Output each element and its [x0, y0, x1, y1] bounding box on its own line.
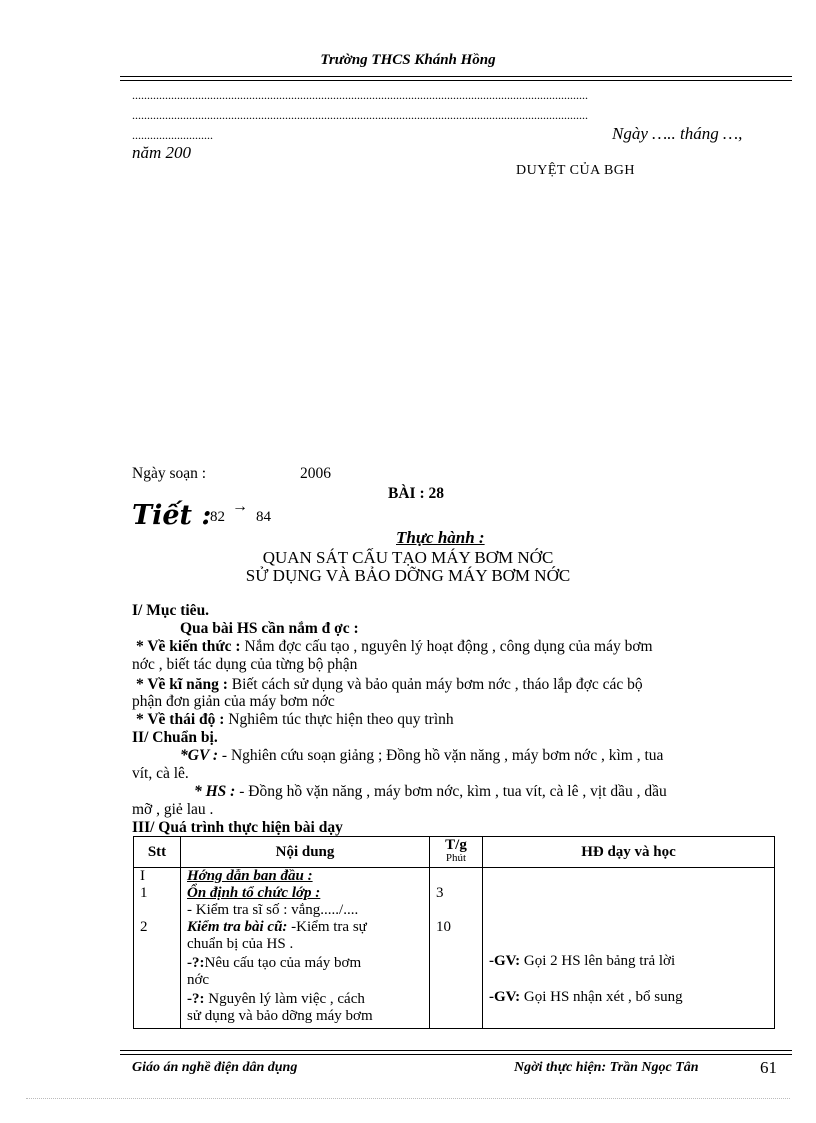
gv-line-2: vít, cà lê.: [132, 765, 189, 782]
attitude-text: Nghiêm túc thực hiện theo quy trình: [224, 711, 454, 728]
hs-line-1: [194, 783, 667, 801]
approval-heading: DUYỆT CỦA BGH: [516, 163, 636, 178]
question-1-line-2: nớc: [187, 972, 210, 988]
activity-text: Gọi 2 HS lên bảng trả lời: [520, 953, 676, 969]
col-stt: Stt: [134, 837, 181, 868]
stt-line: [140, 902, 174, 919]
item-2-label: Kiểm tra bài cũ:: [187, 919, 288, 935]
hs-label: * HS :: [194, 783, 236, 800]
gv-text: - Nghiên cứu soạn giảng ; Đồng hồ vặn năng , máy bơm nớc , kìm , tua: [218, 747, 664, 764]
item-1-title: Ổn định tổ chức lớp :: [187, 885, 321, 901]
content-cell: [181, 868, 430, 1029]
objectives-intro: Qua bài HS cần nắm đ ợc :: [180, 620, 359, 637]
page-bottom-edge: [26, 1098, 790, 1099]
stt-line: I: [140, 868, 145, 884]
item-2-line: [187, 919, 423, 936]
stt-cell: [134, 868, 181, 1029]
col-time-bottom: Phút: [445, 852, 467, 864]
period-to: 84: [256, 509, 271, 525]
school-header: Trường THCS Khánh Hồng: [320, 52, 496, 68]
activity-label: -GV:: [489, 953, 521, 969]
lesson-plan-table: [133, 836, 775, 1029]
page-number: 61: [760, 1058, 777, 1077]
time-value: 3: [436, 885, 444, 901]
period-from: 82: [210, 509, 225, 525]
gv-label: *GV :: [180, 747, 219, 764]
col-activity: HĐ dạy và học: [483, 837, 775, 868]
item-1-detail: - Kiểm tra sĩ số : vắng...../....: [187, 902, 359, 918]
item-2-text: -Kiểm tra sự: [287, 919, 367, 935]
footer-divider: [120, 1050, 792, 1055]
question-2-label: -?:: [187, 991, 205, 1007]
header-divider: [120, 76, 792, 81]
skill-label: * Về kĩ năng :: [136, 676, 228, 693]
year-text: năm 200: [132, 143, 192, 162]
question-2-text: Nguyên lý làm việc , cách: [204, 991, 365, 1007]
skill-text: Biết cách sử dụng và bảo quản máy bơm nớc , tháo lắp đợc các bộ: [227, 676, 643, 693]
table-header-row: [134, 837, 775, 868]
lesson-type: Thực hành :: [396, 528, 485, 547]
section-title: Hớng dẫn ban đầu :: [187, 868, 313, 884]
period-arrow: →: [232, 498, 248, 515]
question-2-line: [187, 991, 423, 1008]
knowledge-label: * Về kiến thức :: [136, 638, 241, 655]
knowledge-text: Nắm đợc cấu tạo , nguyên lý hoạt động , công dụng của máy bơm: [240, 638, 653, 655]
activity-line: [489, 953, 768, 970]
activity-text: Gọi HS nhận xét , bổ sung: [520, 989, 683, 1005]
lesson-title-2: SỬ DỤNG VÀ BẢO DỠNG MÁY BƠM NỚC: [245, 566, 571, 585]
question-1-line: [187, 955, 423, 972]
gv-line-1: [180, 747, 663, 765]
date-text: Ngày ….. tháng …,: [612, 124, 743, 143]
stt-line: 1: [140, 885, 148, 901]
lesson-title-1: QUAN SÁT CẤU TẠO MÁY BƠM NỚC: [262, 548, 554, 567]
dotted-line-3: ...........................: [132, 128, 213, 142]
dotted-line-1: ........................................................................................................................................................: [132, 88, 588, 102]
question-1-label: -?:: [187, 955, 205, 971]
attitude-line: [136, 711, 454, 729]
prep-heading: II/ Chuẩn bị.: [132, 729, 218, 746]
time-value: 10: [436, 919, 451, 935]
prep-date-label: Ngày soạn :: [132, 465, 207, 482]
question-1-text: Nêu cấu tạo của máy bơm: [204, 955, 362, 971]
col-content: Nội dung: [181, 837, 430, 868]
item-2-line-2: chuẩn bị của HS .: [187, 936, 294, 952]
period-label: Tiết :: [132, 500, 212, 531]
lesson-number: BÀI : 28: [388, 485, 444, 502]
col-time: [430, 837, 483, 868]
hs-line-2: mỡ , giẻ lau .: [132, 801, 214, 818]
footer-right: Ngời thực hiện: Trần Ngọc Tân: [514, 1060, 699, 1075]
skill-line-1: [136, 676, 643, 694]
activity-label: -GV:: [489, 989, 521, 1005]
question-2-line-2: sử dụng và bảo dỡng máy bơm: [187, 1008, 373, 1024]
table-row: [134, 868, 775, 1029]
process-heading: III/ Quá trình thực hiện bài dạy: [132, 819, 343, 836]
activity-cell: [483, 868, 775, 1029]
attitude-label: * Về thái độ :: [136, 711, 225, 728]
knowledge-line-2: nớc , biết tác dụng của từng bộ phận: [132, 656, 358, 673]
prep-year: 2006: [300, 465, 331, 482]
activity-line: [489, 989, 768, 1006]
hs-text: - Đồng hồ vặn năng , máy bơm nớc, kìm , tua vít, cà lê , vịt dầu , dầu: [235, 783, 667, 800]
col-time-top: T/g: [445, 837, 467, 853]
objectives-heading: I/ Mục tiêu.: [132, 602, 210, 619]
stt-line: 2: [140, 919, 148, 935]
skill-line-2: phận đơn giản của máy bơm nớc: [132, 693, 335, 710]
footer-left: Giáo án nghề điện dân dụng: [132, 1060, 298, 1075]
time-cell: [430, 868, 483, 1029]
knowledge-line-1: [136, 638, 653, 656]
dotted-line-2: ........................................................................................................................................................: [132, 108, 588, 122]
